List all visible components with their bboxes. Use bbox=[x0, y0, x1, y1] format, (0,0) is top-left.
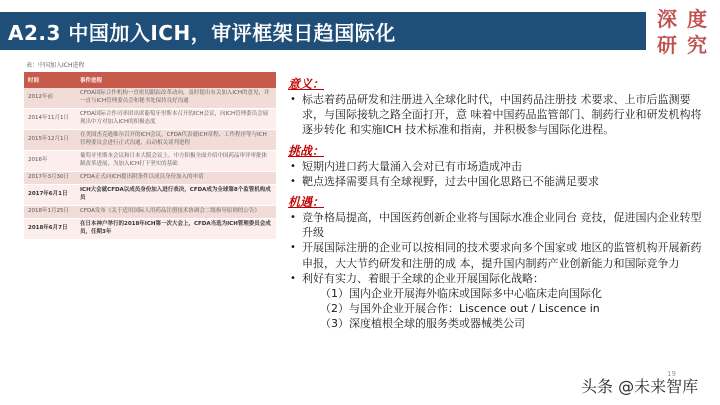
content-panel bbox=[288, 76, 712, 332]
opportunity-list bbox=[288, 210, 712, 286]
cell-time: 2017年6月1日 bbox=[24, 184, 76, 205]
cell-event: 葡萄牙里斯本会议和日本大阪会议上，中方积极全面介绍中国药品审评审批体制改革进展，为加入ICH打下坚实的基础 bbox=[76, 150, 276, 171]
cell-event: 在美国杰克逊维尔召开的ICH会议，CFDA代表就ICH章程、工作程序等与ICH管理委员会进行正式沟通，启动相关谈判进程 bbox=[76, 129, 276, 150]
cell-event: CFDA正式向ICH提出附条件以成员身份加入的申请 bbox=[76, 171, 276, 184]
table-caption: 表：中国加入ICH进程 bbox=[26, 62, 85, 69]
logo-char: 研 bbox=[657, 33, 677, 57]
cell-event: 在日本神户举行的2018年ICH第一次大会上，CFDA当选为ICH管理委员会成员，任期3年 bbox=[76, 218, 276, 239]
sub-item: （1）国内企业开展海外临床或国际多中心临床走向国际化 bbox=[320, 287, 602, 301]
table-row bbox=[24, 171, 276, 184]
sub-item: （2）与国外企业开展合作：Liscence out / Liscence in bbox=[320, 302, 600, 316]
bullet-icon: • bbox=[290, 175, 296, 187]
cell-event: CFDA发布《关于适用国际人用药品注册技术协调会二级指导原则的公告》 bbox=[76, 205, 276, 218]
table-row bbox=[24, 108, 276, 129]
bullet-icon: • bbox=[290, 160, 296, 172]
title-bar bbox=[0, 12, 646, 50]
cell-time: 2012年前 bbox=[24, 88, 76, 108]
cell-time: 2016年 bbox=[24, 150, 76, 171]
column-header-time: 时间 bbox=[24, 72, 76, 88]
column-header-event: 事件进程 bbox=[76, 72, 276, 88]
table-row bbox=[24, 205, 276, 218]
table-row bbox=[24, 129, 276, 150]
section-title-opportunity: 机遇： bbox=[288, 195, 325, 210]
list-item bbox=[288, 271, 712, 286]
table-row bbox=[24, 88, 276, 108]
cell-event: ICH大会就CFDA以成员身份加入进行表决，CFDA成为全球第8个监管机构成员 bbox=[76, 184, 276, 205]
page-number: 19 bbox=[667, 370, 676, 378]
list-item bbox=[288, 240, 712, 270]
cell-event: CFDA国际合作机构一直密切跟踪改革动向，及时提出有关加入ICH的意见，并一直与ICH管理委员会和秘书处保持良好沟通 bbox=[76, 88, 276, 108]
list-item bbox=[288, 174, 712, 189]
logo-char: 深 bbox=[657, 7, 677, 31]
meaning-list bbox=[288, 92, 712, 138]
challenge-list bbox=[288, 159, 712, 189]
logo-char: 究 bbox=[687, 33, 707, 57]
sub-item: （3）深度植根全球的服务类或器械类公司 bbox=[320, 317, 525, 331]
table-header-row bbox=[24, 72, 276, 88]
list-item bbox=[288, 210, 712, 240]
cell-time: 2015年12月1日 bbox=[24, 129, 76, 150]
slide-header bbox=[0, 0, 720, 62]
cell-time: 2017年3月30日 bbox=[24, 171, 76, 184]
bullet-icon: • bbox=[290, 242, 296, 254]
table-row bbox=[24, 218, 276, 239]
list-item-text: 短期内进口药大量涌入会对已有市场造成冲击 bbox=[302, 159, 522, 173]
list-item-text: 开展国际注册的企业可以按相同的技术要求向多个国家或 地区的监管机构开展新药申报，大大节约研发和注册的成 本，提升国内制药产业创新能力和国际竞争力 bbox=[302, 241, 702, 270]
list-item-text: 利好有实力、着眼于全球的企业开展国际化战略： bbox=[302, 271, 544, 285]
ich-timeline-table bbox=[24, 72, 276, 240]
list-item bbox=[288, 92, 712, 138]
cell-event: CFDA国际合作司率团出席葡萄牙里斯本召开的ICH会议，向ICH管理委员会展现出中方对加入ICH的积极态度 bbox=[76, 108, 276, 129]
list-item-text: 标志着药品研发和注册进入全球化时代，中国药品注册技 术要求、上市后监测要求，与国际接轨之路全面打开，意 味着中国药品监管部门、制药行业和研发机构将逐步转化 和实施ICH 技术标准和指南，并积极参与国际化进程。 bbox=[302, 93, 702, 137]
cell-time: 2018年1月25日 bbox=[24, 205, 76, 218]
table-row bbox=[24, 150, 276, 171]
bullet-icon: • bbox=[290, 212, 296, 224]
list-item-text: 靶点选择需要具有全球视野，过去中国化思路已不能满足要求 bbox=[302, 174, 599, 188]
logo-stamp bbox=[652, 6, 712, 58]
logo-char: 度 bbox=[687, 7, 707, 31]
watermark: 头条 @未来智库 bbox=[581, 377, 699, 396]
section-title-challenge: 挑战： bbox=[288, 143, 325, 158]
bullet-icon: • bbox=[290, 272, 296, 284]
cell-time: 2018年6月7日 bbox=[24, 218, 76, 239]
slide-title: A2.3 中国加入ICH，审评框架日趋国际化 bbox=[8, 20, 396, 45]
table-body bbox=[24, 88, 276, 239]
table-row bbox=[24, 184, 276, 205]
list-item-text: 竞争格局提高，中国医药创新企业将与国际水准企业同台 竞技，促进国内企业转型升级 bbox=[302, 211, 702, 240]
cell-time: 2014年11月1日 bbox=[24, 108, 76, 129]
list-item bbox=[288, 159, 712, 174]
section-title-meaning: 意义： bbox=[288, 77, 325, 91]
bullet-icon: • bbox=[290, 94, 296, 105]
